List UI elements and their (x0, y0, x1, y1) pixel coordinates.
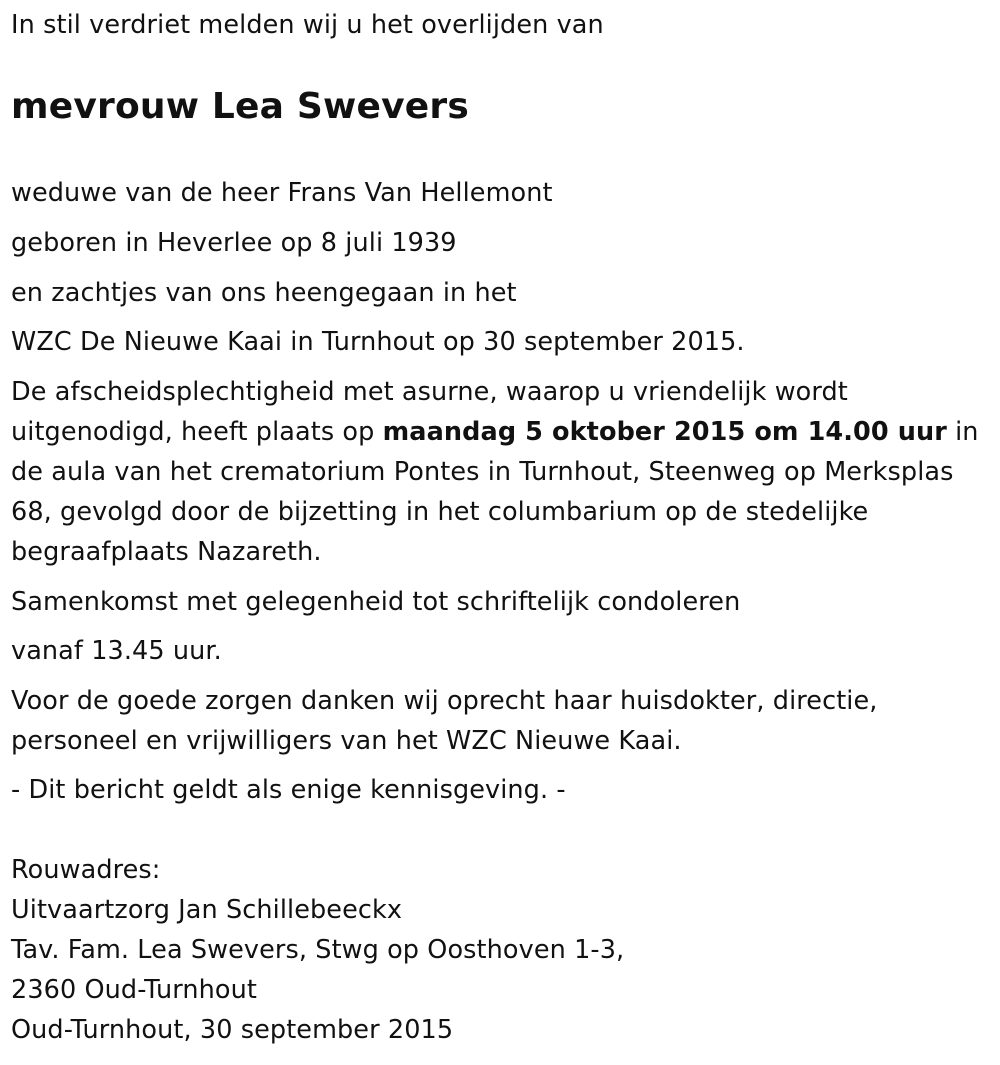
address-line-2: Tav. Fam. Lea Swevers, Stwg op Oosthoven 1-3, (11, 935, 625, 965)
ceremony-text-after: in de aula van het crematorium Pontes in Turnhout, Steenweg op Merksplas 68, gevolgd door de bijzetting in het columbarium op de stedelijke begraafplaats Nazareth. (11, 417, 979, 567)
passed-away-text-1: en zachtjes van ons heengegaan in het (11, 278, 517, 308)
gathering-text-2: vanaf 13.45 uur. (11, 636, 222, 666)
widow-of-text: weduwe van de heer Frans Van Hellemont (11, 178, 553, 208)
birth-text: geboren in Heverlee op 8 juli 1939 (11, 228, 457, 258)
thanks-paragraph: Voor de goede zorgen danken wij oprecht haar huisdokter, directie, personeel en vrijwilligers van het WZC Nieuwe Kaai. (11, 686, 878, 756)
gathering-text-1: Samenkomst met gelegenheid tot schriftelijk condoleren (11, 587, 741, 617)
ceremony-paragraph (11, 372, 986, 572)
ceremony-date-time: maandag 5 oktober 2015 om 14.00 uur (382, 417, 947, 447)
intro-text: In stil verdriet melden wij u het overlijden van (11, 10, 604, 40)
notice-statement: - Dit bericht geldt als enige kennisgeving. - (11, 775, 566, 805)
place-date: Oud-Turnhout, 30 september 2015 (11, 1015, 454, 1045)
passed-away-text-2: WZC De Nieuwe Kaai in Turnhout op 30 september 2015. (11, 327, 745, 357)
address-label: Rouwadres: (11, 855, 161, 885)
address-line-3: 2360 Oud-Turnhout (11, 975, 257, 1005)
deceased-name: mevrouw Lea Swevers (11, 86, 469, 127)
ceremony-text-before: De afscheidsplechtigheid met asurne, waarop u vriendelijk wordt uitgenodigd, heeft plaats op (11, 377, 848, 447)
address-line-1: Uitvaartzorg Jan Schillebeeckx (11, 895, 403, 925)
